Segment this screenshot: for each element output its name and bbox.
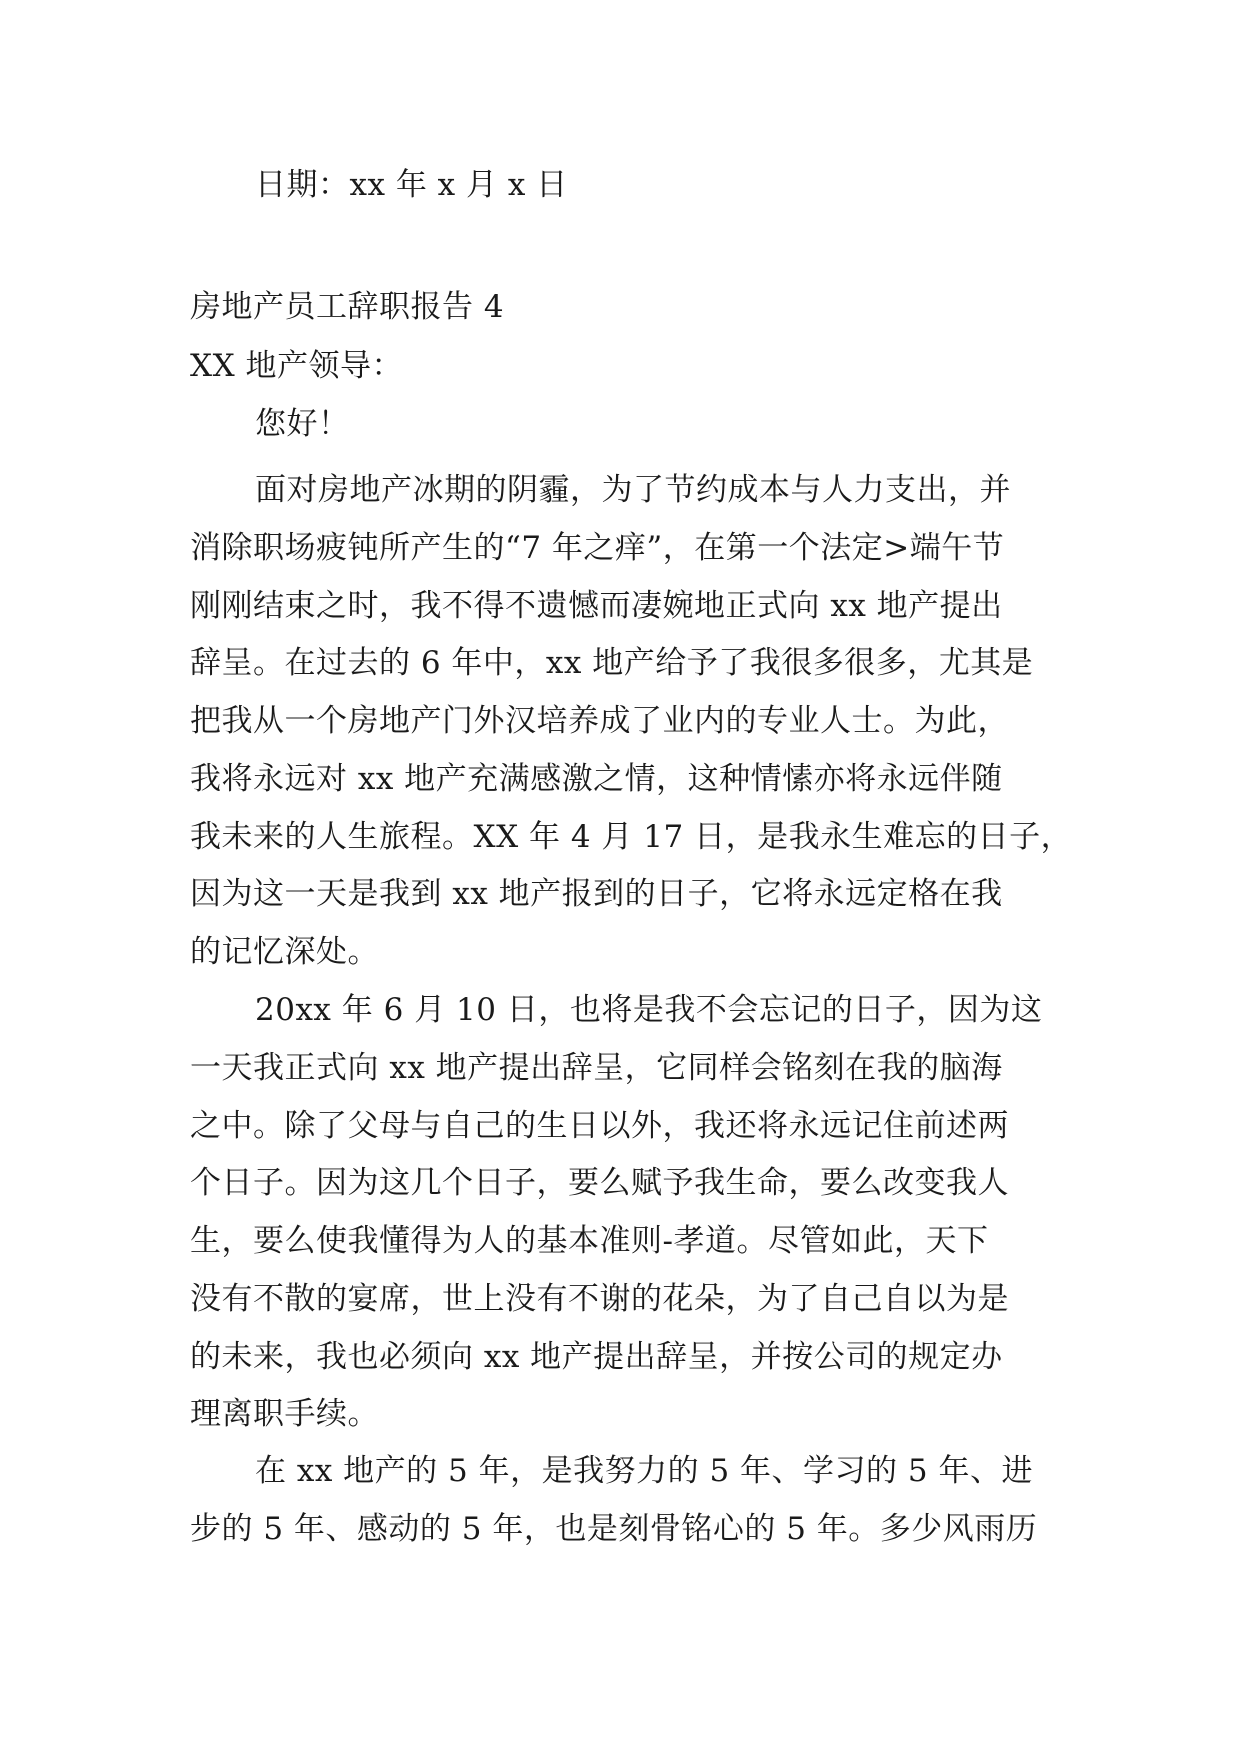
- greeting: 您好！: [255, 406, 350, 442]
- paragraph-1: [190, 462, 1073, 982]
- paragraph-line: 理离职手续。: [190, 1396, 379, 1433]
- paragraph-line: 我未来的人生旅程。XX 年 4 月 17 日，是我永生难忘的日子，: [190, 818, 1073, 855]
- paragraph-line: 步的 5 年、感动的 5 年，也是刻骨铭心的 5 年。多少风雨历: [190, 1510, 1038, 1547]
- paragraph-line: 没有不散的宴席，世上没有不谢的花朵，为了自己自以为是: [190, 1280, 1009, 1317]
- paragraph-line: 把我从一个房地产门外汉培养成了业内的专业人士。为此，: [190, 703, 1009, 739]
- paragraph-line: 的未来，我也必须向 xx 地产提出辞呈，并按公司的规定办: [190, 1338, 1003, 1375]
- salutation: XX 地产领导：: [190, 348, 403, 384]
- paragraph-line: 我将永远对 xx 地产充满感激之情，这种情愫亦将永远伴随: [190, 760, 1003, 797]
- report-title: 房地产员工辞职报告 4: [190, 289, 505, 325]
- paragraph-line: 之中。除了父母与自己的生日以外，我还将永远记住前述两: [190, 1107, 1009, 1144]
- paragraph-3: [190, 1443, 1070, 1559]
- paragraph-line: 生，要么使我懂得为人的基本准则-孝道。尽管如此，天下: [190, 1223, 989, 1259]
- paragraph-line: 辞呈。在过去的 6 年中，xx 地产给予了我很多很多，尤其是: [190, 645, 1034, 682]
- paragraph-line: 个日子。因为这几个日子，要么赋予我生命，要么改变我人: [190, 1165, 1009, 1202]
- paragraph-line: 刚刚结束之时，我不得不遗憾而凄婉地正式向 xx 地产提出: [190, 587, 1003, 624]
- paragraph-line: 消除职场疲钝所产生的“7 年之痒”，在第一个法定>端午节: [190, 529, 1005, 566]
- paragraph-line: 一天我正式向 xx 地产提出辞呈，它同样会铭刻在我的脑海: [190, 1049, 1003, 1086]
- paragraph-line: 的记忆深处。: [190, 934, 379, 970]
- date-line: 日期：xx 年 x 月 x 日: [255, 167, 568, 203]
- paragraph-line: 20xx 年 6 月 10 日，也将是我不会忘记的日子，因为这: [255, 992, 1043, 1028]
- paragraph-line: 面对房地产冰期的阴霾，为了节约成本与人力支出，并: [255, 472, 1011, 508]
- paragraph-line: 在 xx 地产的 5 年，是我努力的 5 年、学习的 5 年、进: [255, 1453, 1033, 1489]
- paragraph-line: 因为这一天是我到 xx 地产报到的日子，它将永远定格在我: [190, 876, 1003, 913]
- paragraph-2: [190, 982, 1070, 1444]
